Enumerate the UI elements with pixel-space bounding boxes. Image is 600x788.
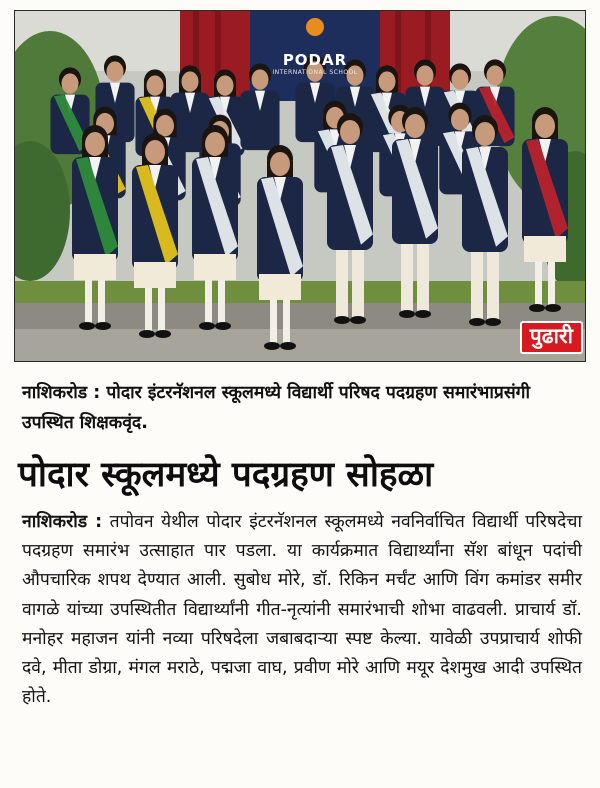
newspaper-watermark-logo: पुढारी — [520, 321, 583, 354]
group-photo — [14, 10, 586, 362]
article-headline: पोदार स्कूलमध्ये पदग्रहण सोहळा — [18, 455, 434, 495]
caption-text: पोदार इंटरनॅशनल स्कूलमध्ये विद्यार्थी परिषद पदग्रहण समारंभाप्रसंगी उपस्थित शिक्षकवृंद. — [22, 383, 531, 433]
article-body — [22, 508, 582, 712]
caption-dateline: नाशिकरोड : — [22, 383, 101, 403]
article-text: तपोवन येथील पोदार इंटरनॅशनल स्कूलमध्ये नवनिर्वाचित विद्यार्थी परिषदेचा पदग्रहण समारंभ उत्साहात पार पडला. या कार्यक्रमात विद्यार्थ्यांना सॅश बांधून पदांची औपचारिक शपथ देण्यात आली. सुबोध मोरे, डॉ. रिकिन मर्चंट आणि विंग कमांडर समीर वागळे यांच्या उपस्थितीत विद्यार्थ्यांनी गीत-नृत्यांनी समारंभाची शोभा वाढवली. प्राचार्य डॉ. मनोहर महाजन यांनी नव्या परिषदेला जबाबदाऱ्या स्पष्ट केल्या. यावेळी उपप्राचार्य शोफी दवे, मीता डोग्रा, मंगल मराठे, पद्मजा वाघ, प्रवीण मोरे आणि मयूर देशमुख आदी उपस्थित होते. — [22, 512, 582, 708]
article-dateline: नाशिकरोड : — [22, 512, 103, 532]
school-brand-name: PODAR — [282, 51, 348, 69]
photo-caption — [22, 378, 582, 438]
school-logo-icon — [306, 18, 324, 36]
school-brand-tagline: INTERNATIONAL SCHOOL — [272, 69, 358, 76]
